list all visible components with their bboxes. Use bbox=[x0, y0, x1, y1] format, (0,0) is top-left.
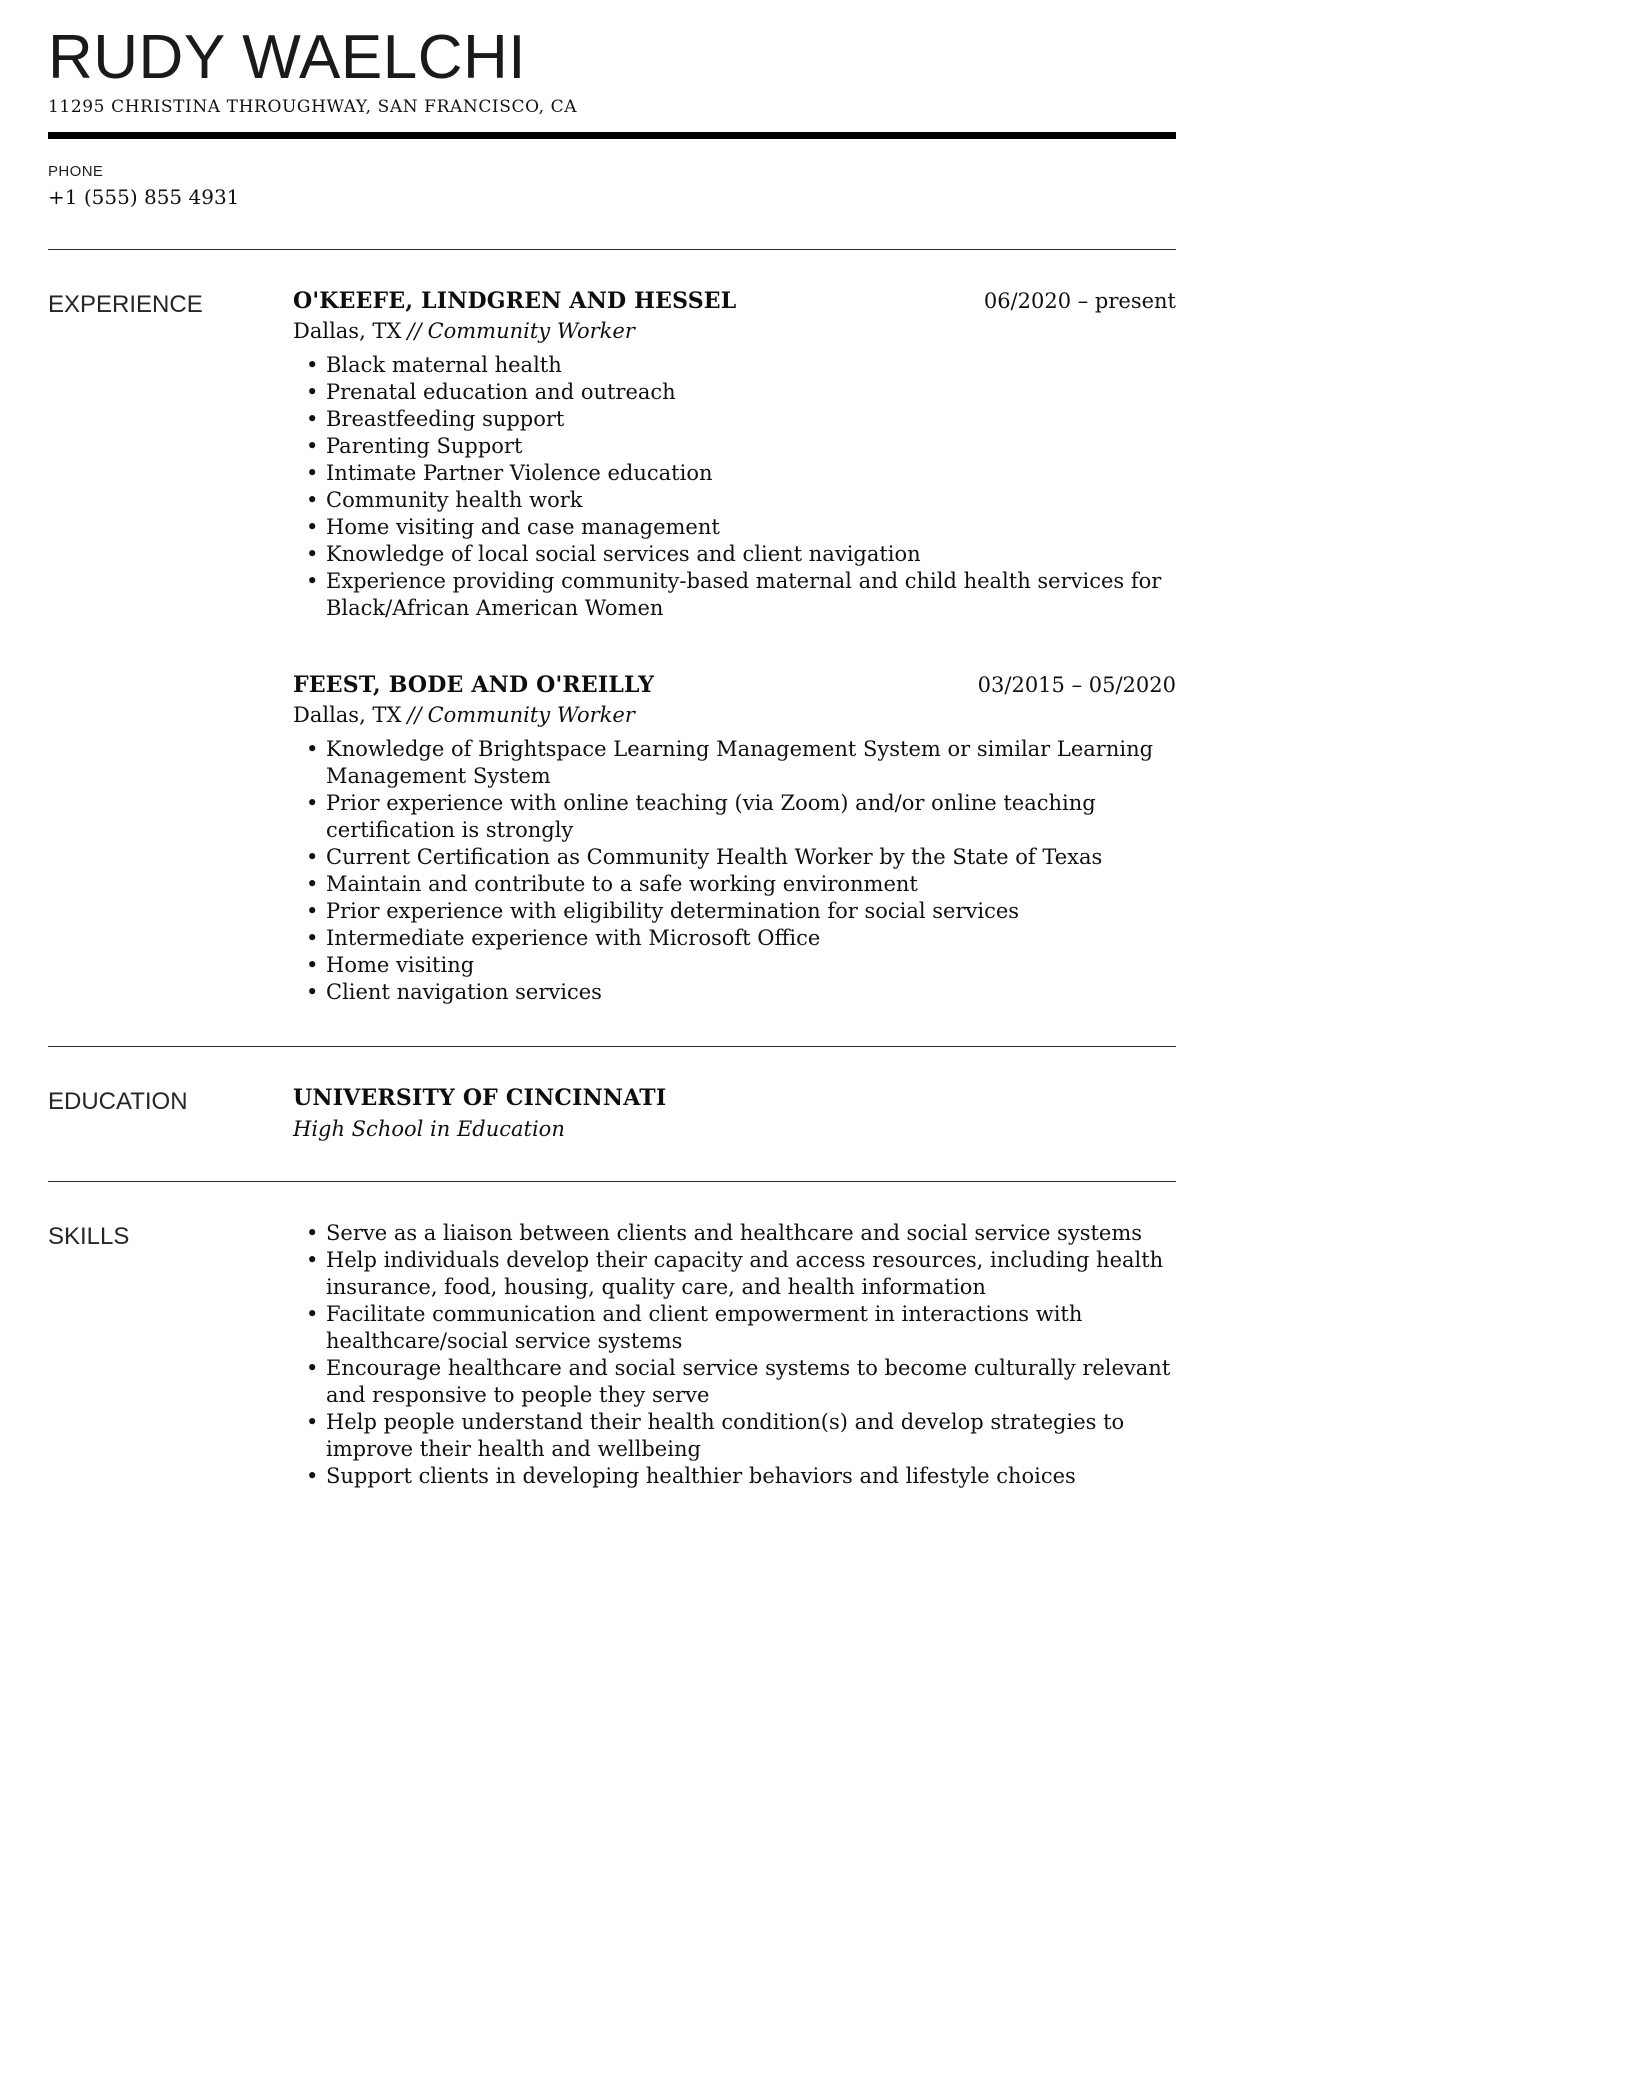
job-role: Community Worker bbox=[427, 318, 635, 343]
job-subtitle bbox=[293, 703, 1176, 727]
job-dates: 03/2015 – 05/2020 bbox=[977, 672, 1176, 697]
school-name: UNIVERSITY OF CINCINNATI bbox=[293, 1084, 667, 1111]
bullet-item: • Home visiting and case management bbox=[293, 514, 1176, 541]
skills-section bbox=[48, 1182, 1176, 1490]
job-header bbox=[293, 672, 1176, 698]
bullet-item: • Prenatal education and outreach bbox=[293, 379, 1176, 406]
bullet-item: • Home visiting bbox=[293, 952, 1176, 979]
header bbox=[48, 25, 1176, 139]
bullet-item: • Current Certification as Community Health Worker by the State of Texas bbox=[293, 844, 1176, 871]
phone-label: PHONE bbox=[48, 162, 104, 180]
person-address: 11295 CHRISTINA THROUGHWAY, SAN FRANCISCO, CA bbox=[48, 96, 578, 117]
bullet-item: • Maintain and contribute to a safe working environment bbox=[293, 871, 1176, 898]
company-name: O'KEEFE, LINDGREN AND HESSEL bbox=[293, 287, 737, 314]
job-subtitle bbox=[293, 319, 1176, 343]
bullet-item: • Prior experience with online teaching (via Zoom) and/or online teaching certification is strongly bbox=[293, 790, 1176, 844]
experience-section bbox=[48, 250, 1176, 1006]
education-label: EDUCATION bbox=[48, 1087, 188, 1115]
bullet-item: • Experience providing community-based maternal and child health services for Black/African American Women bbox=[293, 568, 1176, 622]
bullet-item: • Help people understand their health condition(s) and develop strategies to improve their health and wellbeing bbox=[293, 1409, 1176, 1463]
bullet-item: • Intermediate experience with Microsoft Office bbox=[293, 925, 1176, 952]
skills-bullet-list bbox=[293, 1220, 1176, 1490]
job-dates: 06/2020 – present bbox=[983, 288, 1176, 313]
contact-section bbox=[48, 163, 1176, 209]
job-entry bbox=[293, 672, 1176, 1006]
job-bullet-list bbox=[293, 352, 1176, 622]
skills-label: SKILLS bbox=[48, 1222, 130, 1250]
bullet-item: • Breastfeeding support bbox=[293, 406, 1176, 433]
job-header bbox=[293, 288, 1176, 314]
job-entry bbox=[293, 288, 1176, 622]
education-body bbox=[293, 1085, 1176, 1141]
bullet-item: • Support clients in developing healthier behaviors and lifestyle choices bbox=[293, 1463, 1176, 1490]
bullet-item: • Facilitate communication and client empowerment in interactions with healthcare/social service systems bbox=[293, 1301, 1176, 1355]
education-section bbox=[48, 1047, 1176, 1141]
job-bullet-list bbox=[293, 736, 1176, 1006]
bullet-item: • Prior experience with eligibility determination for social services bbox=[293, 898, 1176, 925]
degree: High School in Education bbox=[293, 1116, 565, 1141]
bullet-item: • Community health work bbox=[293, 487, 1176, 514]
bullet-item: • Black maternal health bbox=[293, 352, 1176, 379]
job-separator: // bbox=[407, 702, 422, 727]
bullet-item: • Parenting Support bbox=[293, 433, 1176, 460]
bullet-item: • Serve as a liaison between clients and healthcare and social service systems bbox=[293, 1220, 1176, 1247]
header-divider bbox=[48, 132, 1176, 139]
experience-body bbox=[293, 288, 1176, 1006]
bullet-item: • Knowledge of local social services and client navigation bbox=[293, 541, 1176, 568]
job-role: Community Worker bbox=[427, 702, 635, 727]
resume-content bbox=[48, 0, 1176, 1490]
bullet-item: • Intimate Partner Violence education bbox=[293, 460, 1176, 487]
experience-label: EXPERIENCE bbox=[48, 290, 203, 318]
bullet-item: • Client navigation services bbox=[293, 979, 1176, 1006]
job-location: Dallas, TX bbox=[293, 318, 402, 343]
bullet-item: • Help individuals develop their capacity and access resources, including health insurance, food, housing, quality care, and health information bbox=[293, 1247, 1176, 1301]
person-name: RUDY WAELCHI bbox=[48, 23, 526, 92]
bullet-item: • Encourage healthcare and social service systems to become culturally relevant and responsive to people they serve bbox=[293, 1355, 1176, 1409]
phone-value: +1 (555) 855 4931 bbox=[48, 184, 240, 209]
company-name: FEEST, BODE AND O'REILLY bbox=[293, 671, 655, 698]
job-separator: // bbox=[407, 318, 422, 343]
skills-body bbox=[293, 1220, 1176, 1490]
job-location: Dallas, TX bbox=[293, 702, 402, 727]
bullet-item: • Knowledge of Brightspace Learning Management System or similar Learning Management System bbox=[293, 736, 1176, 790]
